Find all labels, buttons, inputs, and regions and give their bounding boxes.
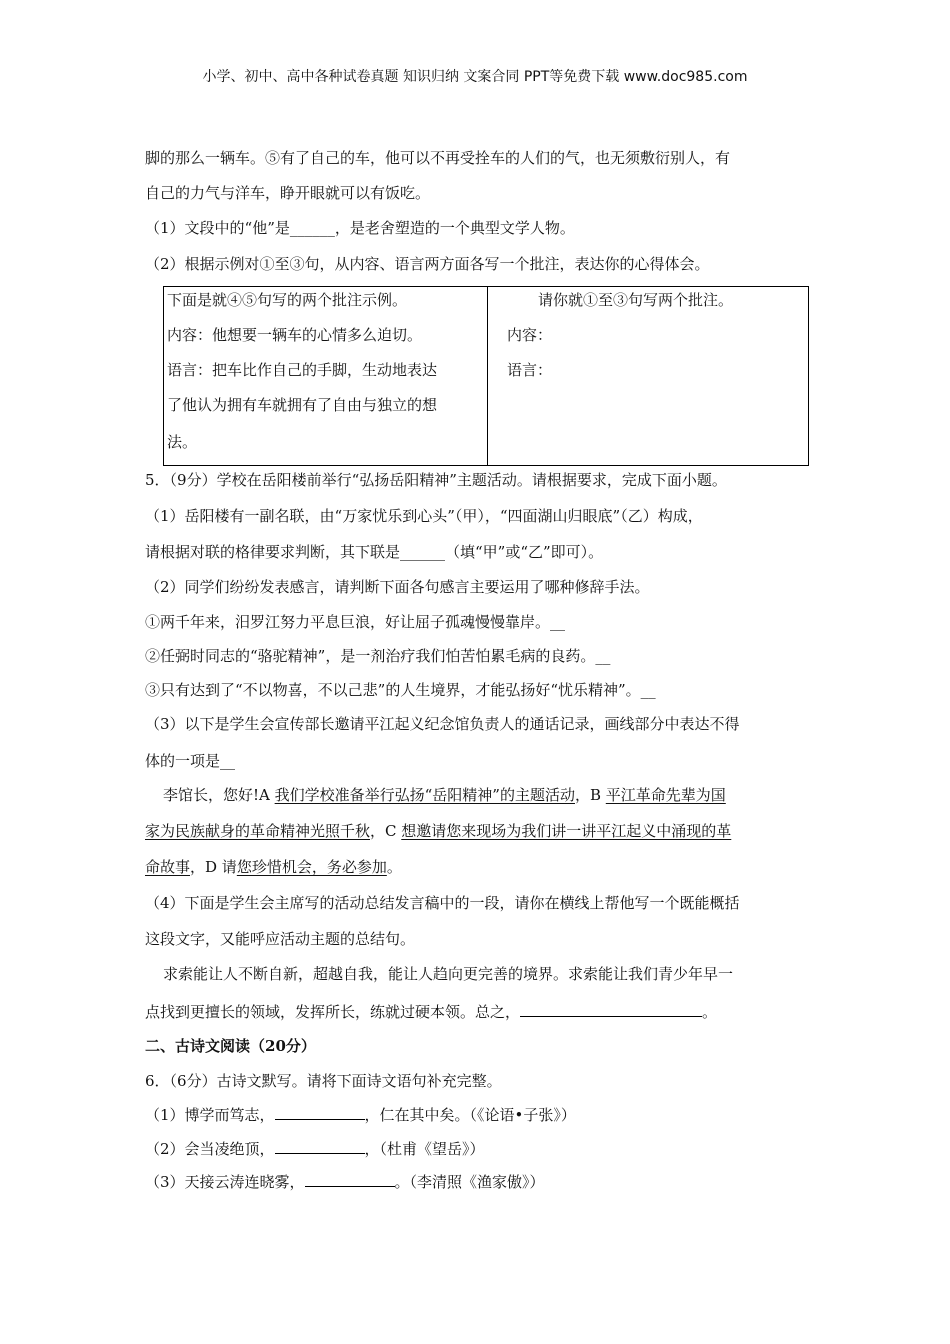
underlined-a: 我们学校准备举行弘扬“岳阳精神”的主题活动 — [274, 786, 575, 804]
answer-blank[interactable] — [305, 1171, 395, 1187]
underlined-d: 您珍惜机会，务必参加 — [236, 858, 387, 876]
question-4-1: （1）文段中的“他”是______，是老舍塑造的一个典型文学人物。 — [145, 219, 575, 237]
passage-line: 自己的力气与洋车，睁开眼就可以有饭吃。 — [145, 184, 431, 202]
question-5-3-cont: 体的一项是__ — [145, 752, 236, 770]
call-record-line-1: 李馆长，您好!A 我们学校准备举行弘扬“岳阳精神”的主题活动，B 平江革命先辈为国 — [163, 786, 726, 804]
answer-cell[interactable] — [488, 287, 809, 466]
poem-item-3: （3）天接云涛连晓雾， 。（李清照《渔家傲》） — [145, 1173, 545, 1191]
question-5-1: （1）岳阳楼有一副名联，由“万家忧乐到心头”（甲），“四面湖山归眼底”（乙）构成， — [145, 507, 703, 525]
underlined-c-cont: 命故事 — [145, 858, 191, 876]
answer-blank[interactable] — [520, 1001, 702, 1017]
rhetoric-item-2: ②任弼时同志的“骆驼精神”，是一剂治疗我们怕苦怕累毛病的良药。__ — [145, 647, 611, 665]
question-5-1-cont: 请根据对联的格律要求判断，其下联是______（填“甲”或“乙”即可）。 — [145, 543, 604, 561]
question-5-4-cont: 这段文字，又能呼应活动主题的总结句。 — [145, 930, 416, 948]
example-cell — [164, 287, 488, 466]
question-5: 5．（9分）学校在岳阳楼前举行“弘扬岳阳精神”主题活动。请根据要求，完成下面小题。 — [145, 471, 727, 489]
question-5-3: （3）以下是学生会宣传部长邀请平江起义纪念馆负责人的通话记录，画线部分中表达不得 — [145, 715, 740, 733]
rhetoric-item-1: ①两千年来，汨罗江努力平息巨浪，好让屈子孤魂慢慢靠岸。__ — [145, 613, 566, 631]
answer-content-label: 内容： — [507, 326, 553, 344]
example-language: 语言：把车比作自己的手脚，生动地表达 — [167, 361, 438, 379]
annotation-table — [163, 286, 809, 466]
call-record-line-3: 命故事，D 请您珍惜机会，务必参加。 — [145, 858, 402, 876]
answer-title: 请你就①至③句写两个批注。 — [538, 291, 734, 309]
example-content: 内容：他想要一辆车的心情多么迫切。 — [167, 326, 423, 344]
underlined-c: 想邀请您来现场为我们讲一讲平江起义中涌现的革 — [401, 822, 732, 840]
call-record-line-2: 家为民族献身的革命精神光照千秋，C 想邀请您来现场为我们讲一讲平江起义中涌现的革 — [145, 822, 732, 840]
answer-language-label: 语言： — [507, 361, 553, 379]
question-5-4: （4）下面是学生会主席写的活动总结发言稿中的一段，请你在横线上帮他写一个既能概括 — [145, 894, 740, 912]
poem-item-1: （1）博学而笃志， ，仁在其中矣。（《论语•子张》） — [145, 1106, 576, 1124]
question-5-2: （2）同学们纷纷发表感言，请判断下面各句感言主要运用了哪种修辞手法。 — [145, 578, 650, 596]
page-header: 小学、初中、高中各种试卷真题 知识归纳 文案合同 PPT等免费下载 www.doc985.com — [202, 69, 748, 85]
example-title: 下面是就④⑤句写的两个批注示例。 — [167, 291, 408, 309]
example-language-cont: 了他认为拥有车就拥有了自由与独立的想 — [167, 396, 438, 414]
poem-item-2: （2）会当凌绝顶， ，（杜甫《望岳》） — [145, 1140, 485, 1158]
question-4-2: （2）根据示例对①至③句，从内容、语言两方面各写一个批注，表达你的心得体会。 — [145, 255, 710, 273]
summary-paragraph: 求索能让人不断自新，超越自我，能让人趋向更完善的境界。求索能让我们青少年早一 — [163, 965, 734, 983]
example-language-end: 法。 — [167, 433, 198, 451]
question-6: 6．（6分）古诗文默写。请将下面诗文语句补充完整。 — [145, 1072, 502, 1090]
underlined-b-cont: 家为民族献身的革命精神光照千秋 — [145, 822, 371, 840]
answer-blank[interactable] — [275, 1138, 365, 1154]
underlined-b: 平江革命先辈为国 — [605, 786, 726, 804]
summary-paragraph-cont: 点找到更擅长的领域，发挥所长，练就过硬本领。总之， 。 — [145, 1003, 718, 1021]
passage-line: 脚的那么一辆车。⑤有了自己的车，他可以不再受拴车的人们的气，也无须敷衍别人，有 — [145, 149, 731, 167]
rhetoric-item-3: ③只有达到了“不以物喜，不以己悲”的人生境界，才能弘扬好“忧乐精神”。__ — [145, 681, 656, 699]
answer-blank[interactable] — [275, 1104, 365, 1120]
section-title: 二、古诗文阅读（20分） — [145, 1037, 316, 1055]
